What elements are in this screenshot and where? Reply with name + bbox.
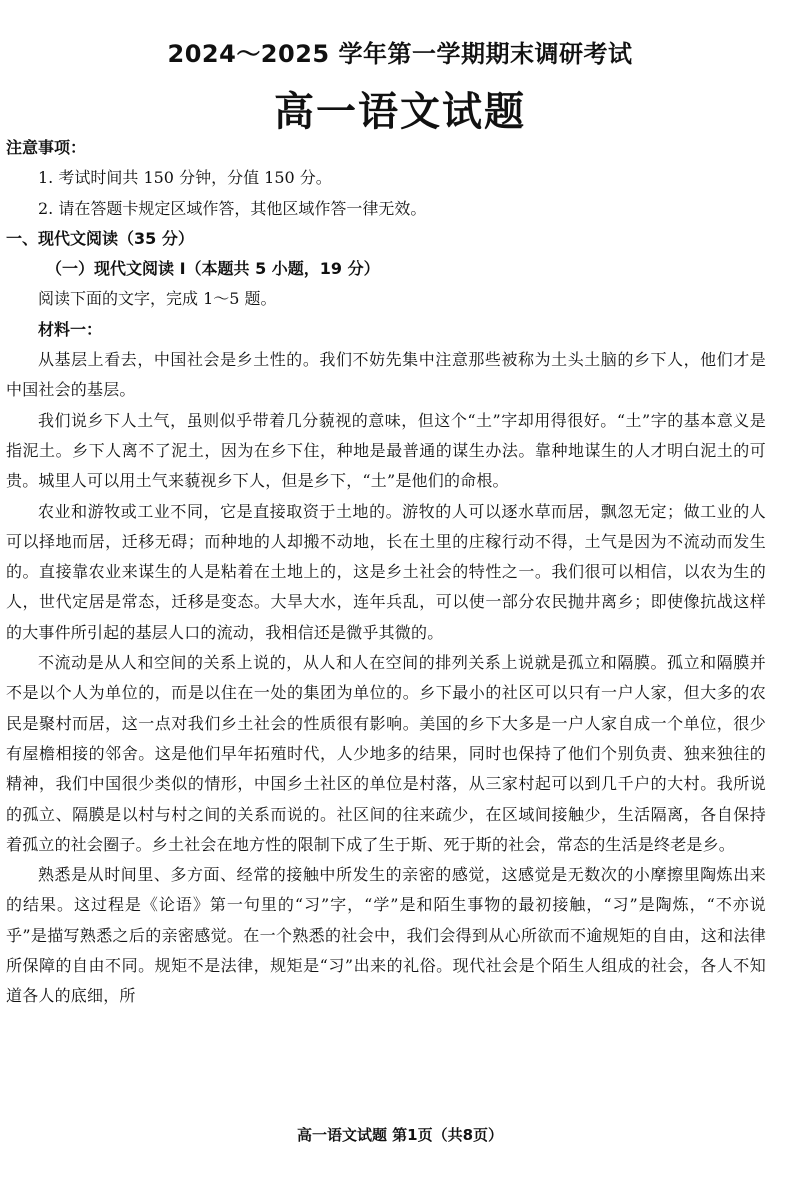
passage-paragraph: 熟悉是从时间里、多方面、经常的接触中所发生的亲密的感觉，这感觉是无数次的小摩擦里陶炼出来的结果。这过程是《论语》第一句里的“习”字，“学”是和陌生事物的最初接触，“习”是陶炼，“不亦说乎”是描写熟悉之后的亲密感觉。在一个熟悉的社会中，我们会得到从心所欲而不逾规矩的自由，这和法律所保障的自由不同。规矩不是法律，规矩是“习”出来的礼俗。现代社会是个陌生人组成的社会，各人不知道各人的底细，所 bbox=[6, 865, 766, 1006]
subsection-title: （一）现代文阅读 I（本题共 5 小题，19 分） bbox=[46, 259, 380, 279]
notice-heading: 注意事项： bbox=[6, 138, 87, 157]
passage-paragraph: 从基层上看去，中国社会是乡土性的。我们不妨先集中注意那些被称为土头土脑的乡下人，他们才是中国社会的基层。 bbox=[6, 350, 766, 400]
section-title: 一、现代文阅读（35 分） bbox=[6, 228, 194, 248]
reading-instruction: 阅读下面的文字，完成 1～5 题。 bbox=[38, 289, 277, 309]
material-label: 材料一： bbox=[38, 319, 103, 339]
passage bbox=[6, 345, 766, 1012]
notice-item: 1. 考试时间共 150 分钟，分值 150 分。 bbox=[38, 168, 332, 188]
notice-item: 2. 请在答题卡规定区域作答，其他区域作答一律无效。 bbox=[38, 198, 427, 218]
paper-title: 高一语文试题 bbox=[274, 89, 526, 135]
exam-title: 2024～2025 学年第一学期期末调研考试 bbox=[167, 40, 633, 68]
exam-content bbox=[6, 133, 766, 1012]
passage-paragraph: 不流动是从人和空间的关系上说的，从人和人在空间的排列关系上说就是孤立和隔膜。孤立和隔膜并不是以个人为单位的，而是以住在一处的集团为单位的。乡下最小的社区可以只有一户人家，但大多的农民是聚村而居，这一点对我们乡土社会的性质很有影响。美国的乡下大多是一户人家自成一个单位，很少有屋檐相接的邻舍。这是他们早年拓殖时代，人少地多的结果，同时也保持了他们个别负责、独来独往的精神，我们中国很少类似的情形，中国乡土社区的单位是村落，从三家村起可以到几千户的大村。我所说的孤立、隔膜是以村与村之间的关系而说的。社区间的往来疏少，在区域间接触少，生活隔离，各自保持着孤立的社会圈子。乡土社会在地方性的限制下成了生于斯、死于斯的社会，常态的生活是终老是乡。 bbox=[6, 653, 766, 854]
page-footer: 高一语文试题 第1页（共8页） bbox=[296, 1126, 504, 1144]
passage-paragraph: 农业和游牧或工业不同，它是直接取资于土地的。游牧的人可以逐水草而居，飘忽无定；做工业的人可以择地而居，迁移无碍；而种地的人却搬不动地，长在土里的庄稼行动不得，土气是因为不流动而发生的。直接靠农业来谋生的人是粘着在土地上的，这是乡土社会的特性之一。我们很可以相信，以农为生的人，世代定居是常态，迁移是变态。大旱大水，连年兵乱，可以使一部分农民抛井离乡；即使像抗战这样的大事件所引起的基层人口的流动，我相信还是微乎其微的。 bbox=[6, 501, 766, 642]
passage-paragraph: 我们说乡下人土气，虽则似乎带着几分藐视的意味，但这个“土”字却用得很好。“土”字的基本意义是指泥土。乡下人离不了泥土，因为在乡下住，种地是最普通的谋生办法。靠种地谋生的人才明白泥土的可贵。城里人可以用土气来藐视乡下人，但是乡下，“土”是他们的命根。 bbox=[6, 410, 766, 491]
